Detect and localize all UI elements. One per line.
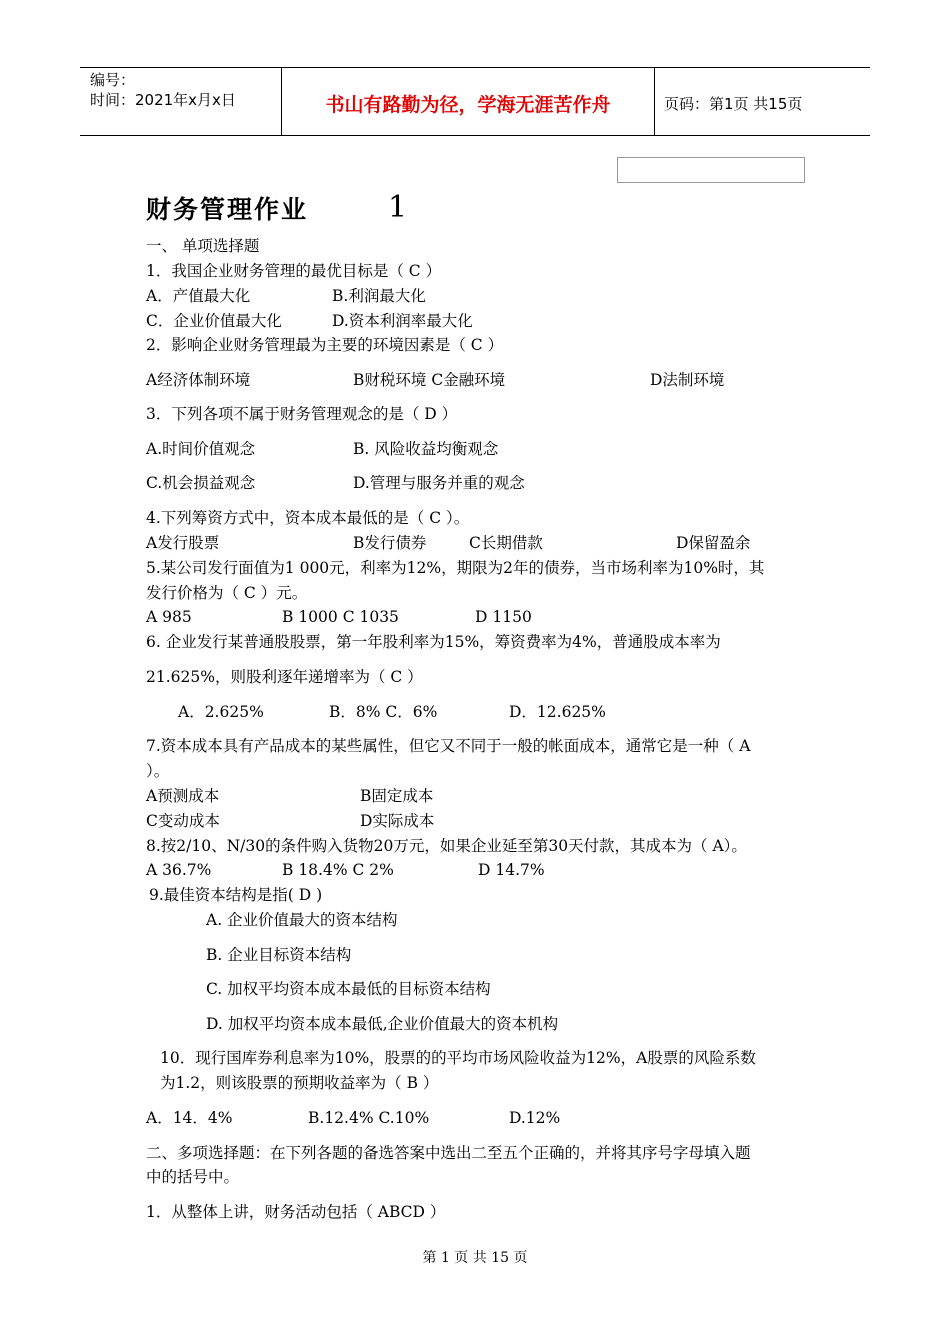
question-text: 3．下列各项不属于财务管理观念的是（ D ） (146, 405, 458, 423)
option-text: A经济体制环境 (146, 371, 251, 389)
option-text: B 18.4% C 2% (282, 861, 394, 879)
document-title: 财务管理作业 (146, 195, 309, 224)
option-text: B发行债券 (353, 534, 427, 552)
question-text: 10．现行国库券利息率为10%，股票的的平均市场风险收益为12%，A股票的风险系数 (160, 1049, 756, 1067)
header-info (90, 70, 236, 110)
option-text: D法制环境 (650, 371, 725, 389)
option-text: D.管理与服务并重的观念 (353, 474, 525, 492)
option-text: C变动成本 (146, 812, 220, 830)
option-text: D．12.625% (509, 703, 606, 721)
option-text: D 14.7% (478, 861, 545, 879)
option-text: A发行股票 (146, 534, 220, 552)
option-text: C．企业价值最大化 (146, 312, 282, 330)
option-text: B.12.4% C.10% (308, 1109, 430, 1127)
option-text: A 36.7% (146, 861, 212, 879)
header-page-number: 页码：第1页 共15页 (664, 95, 803, 113)
question-text: 5.某公司发行面值为1 000元，利率为12%，期限为2年的债券，当市场利率为10%时，其 (146, 559, 765, 577)
option-text: D. 加权平均资本成本最低,企业价值最大的资本机构 (206, 1015, 559, 1033)
option-text: B. 企业目标资本结构 (206, 946, 352, 964)
option-text: C.机会损益观念 (146, 474, 256, 492)
option-text: B固定成本 (360, 787, 434, 805)
question-text: 7.资本成本具有产品成本的某些属性，但它又不同于一般的帐面成本，通常它是一种（ A (146, 737, 751, 755)
option-text: B．8% C．6% (329, 703, 438, 721)
empty-box (617, 157, 805, 183)
option-text: A．14．4% (146, 1109, 233, 1127)
option-text: A 985 (146, 608, 192, 626)
document-title-number: 1 (388, 190, 408, 225)
section-heading: 一、 单项选择题 (146, 237, 260, 255)
option-text: A. 企业价值最大的资本结构 (206, 911, 398, 929)
header-bottom-rule (80, 135, 870, 136)
question-text: 2．影响企业财务管理最为主要的环境因素是（ C ） (146, 336, 504, 354)
header-motto: 书山有路勤为径，学海无涯苦作舟 (325, 94, 611, 116)
option-text: B财税环境 C金融环境 (353, 371, 506, 389)
option-text: C长期借款 (469, 534, 543, 552)
option-text: D.12% (509, 1109, 561, 1127)
question-text: 9.最佳资本结构是指( D ) (149, 886, 323, 904)
option-text: D.资本利润率最大化 (332, 312, 473, 330)
option-text: A．产值最大化 (146, 287, 251, 305)
question-text: 4.下列筹资方式中，资本成本最低的是（ C ）。 (146, 509, 470, 527)
document-number: 编号： (90, 71, 136, 89)
option-text: A．2.625% (178, 703, 264, 721)
option-text: D保留盈余 (676, 534, 751, 552)
question-text: 8.按2/10、N/30的条件购入货物20万元，如果企业延至第30天付款，其成本为（ A）。 (146, 837, 747, 855)
question-text: 为1.2，则该股票的预期收益率为（ B ） (160, 1074, 439, 1092)
question-text: 21.625%，则股利逐年递增率为（ C ） (146, 668, 423, 686)
document-date: 时间：2021年x月x日 (90, 91, 236, 109)
option-text: D 1150 (475, 608, 532, 626)
section-heading: 中的括号中。 (146, 1168, 240, 1186)
option-text: B.利润最大化 (332, 287, 426, 305)
option-text: D实际成本 (360, 812, 435, 830)
option-text: B. 风险收益均衡观念 (353, 440, 499, 458)
section-heading: 二、多项选择题：在下列各题的备选答案中选出二至五个正确的，并将其序号字母填入题 (146, 1144, 751, 1162)
question-text: 1．我国企业财务管理的最优目标是（ C ） (146, 262, 442, 280)
question-text: 发行价格为（ C ）元。 (146, 584, 308, 602)
option-text: A.时间价值观念 (146, 440, 256, 458)
option-text: C. 加权平均资本成本最低的目标资本结构 (206, 980, 491, 998)
page-footer: 第 1 页 共 15 页 (422, 1250, 528, 1266)
option-text: B 1000 C 1035 (282, 608, 399, 626)
option-text: A预测成本 (146, 787, 220, 805)
question-text: 6. 企业发行某普通股股票，第一年股利率为15%，筹资费率为4%，普通股成本率为 (146, 633, 721, 651)
header-divider-right (654, 67, 655, 136)
question-text: 1．从整体上讲，财务活动包括（ ABCD ） (146, 1203, 446, 1221)
header-top-rule (80, 67, 870, 68)
question-text: ）。 (146, 762, 170, 780)
